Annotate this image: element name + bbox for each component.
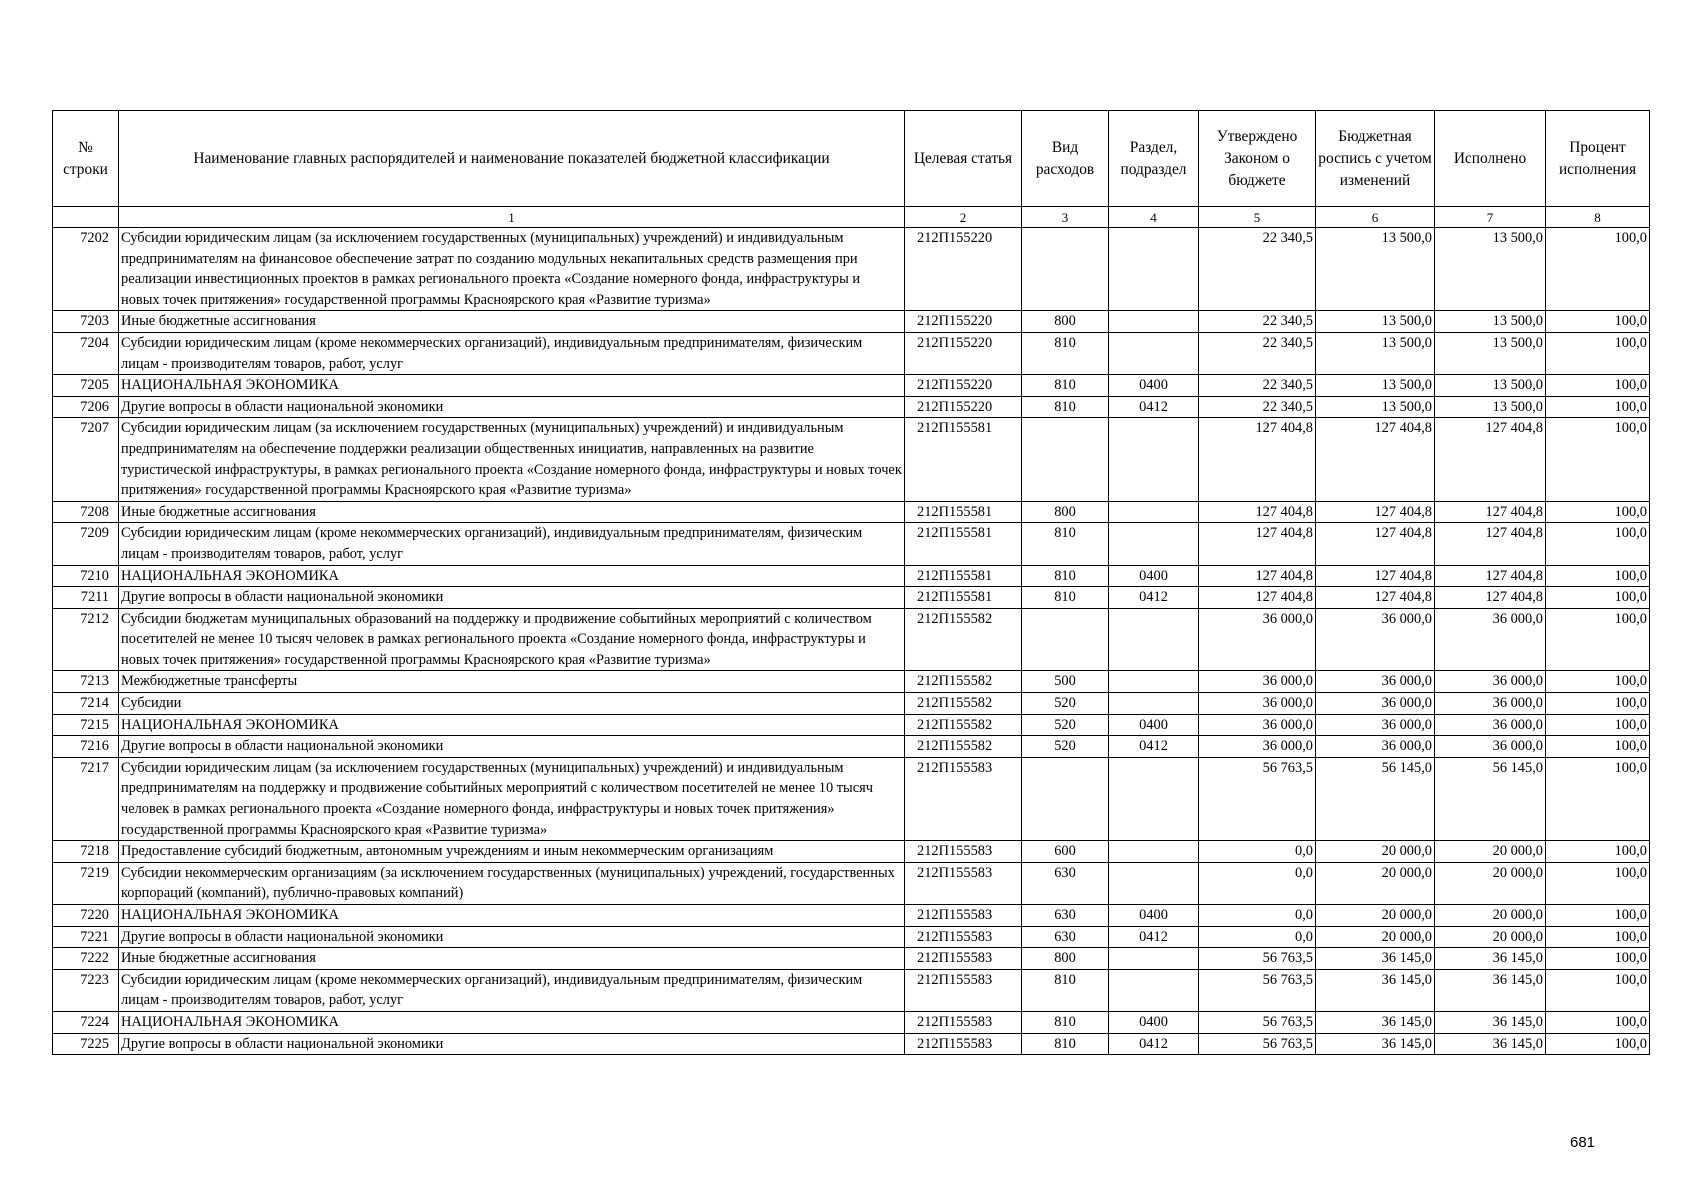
target-article-cell: 212П155581 bbox=[905, 565, 1022, 587]
approved-amount-cell: 22 340,5 bbox=[1199, 311, 1316, 333]
expense-kind-cell: 810 bbox=[1022, 1011, 1109, 1033]
percent-cell: 100,0 bbox=[1546, 608, 1650, 671]
executed-amount-cell: 36 145,0 bbox=[1435, 1011, 1546, 1033]
target-article-cell: 212П155581 bbox=[905, 587, 1022, 609]
column-number: 8 bbox=[1546, 207, 1650, 228]
section-cell: 0412 bbox=[1109, 587, 1199, 609]
row-number-cell: 7206 bbox=[53, 396, 119, 418]
executed-amount-cell: 20 000,0 bbox=[1435, 926, 1546, 948]
approved-amount-cell: 56 763,5 bbox=[1199, 1033, 1316, 1055]
percent-cell: 100,0 bbox=[1546, 969, 1650, 1011]
column-number: 4 bbox=[1109, 207, 1199, 228]
target-article-cell: 212П155220 bbox=[905, 228, 1022, 311]
row-number-cell: 7208 bbox=[53, 501, 119, 523]
executed-amount-cell: 36 145,0 bbox=[1435, 948, 1546, 970]
header-name: Наименование главных распорядителей и наименование показателей бюджетной классификации bbox=[119, 111, 905, 207]
expense-kind-cell: 810 bbox=[1022, 565, 1109, 587]
executed-amount-cell: 36 000,0 bbox=[1435, 736, 1546, 758]
section-cell: 0400 bbox=[1109, 565, 1199, 587]
budget-schedule-cell: 13 500,0 bbox=[1316, 375, 1435, 397]
expense-kind-cell: 810 bbox=[1022, 587, 1109, 609]
budget-schedule-cell: 36 000,0 bbox=[1316, 736, 1435, 758]
table-row bbox=[53, 714, 1650, 736]
approved-amount-cell: 36 000,0 bbox=[1199, 671, 1316, 693]
target-article-cell: 212П155583 bbox=[905, 757, 1022, 840]
row-name-cell: Субсидии некоммерческим организациям (за исключением государственных (муниципальных) учреждений, государственных корпораций (компаний), публично-правовых компаний) bbox=[119, 862, 905, 904]
percent-cell: 100,0 bbox=[1546, 905, 1650, 927]
column-number: 2 bbox=[905, 207, 1022, 228]
header-row bbox=[53, 111, 1650, 207]
approved-amount-cell: 0,0 bbox=[1199, 841, 1316, 863]
section-cell: 0400 bbox=[1109, 905, 1199, 927]
target-article-cell: 212П155583 bbox=[905, 905, 1022, 927]
expense-kind-cell: 810 bbox=[1022, 969, 1109, 1011]
section-cell bbox=[1109, 501, 1199, 523]
row-name-cell: Другие вопросы в области национальной экономики bbox=[119, 926, 905, 948]
row-name-cell: Субсидии юридическим лицам (кроме некоммерческих организаций), индивидуальным предпринимателям, физическим лицам - производителям товаров, работ, услуг bbox=[119, 523, 905, 565]
target-article-cell: 212П155582 bbox=[905, 608, 1022, 671]
section-cell: 0412 bbox=[1109, 926, 1199, 948]
expense-kind-cell: 600 bbox=[1022, 841, 1109, 863]
row-number-cell: 7203 bbox=[53, 311, 119, 333]
row-name-cell: НАЦИОНАЛЬНАЯ ЭКОНОМИКА bbox=[119, 1011, 905, 1033]
header-percent: Процент исполнения bbox=[1546, 111, 1650, 207]
table-row bbox=[53, 587, 1650, 609]
row-name-cell: НАЦИОНАЛЬНАЯ ЭКОНОМИКА bbox=[119, 905, 905, 927]
approved-amount-cell: 22 340,5 bbox=[1199, 332, 1316, 374]
section-cell bbox=[1109, 862, 1199, 904]
expense-kind-cell: 800 bbox=[1022, 311, 1109, 333]
budget-schedule-cell: 36 145,0 bbox=[1316, 948, 1435, 970]
header-executed: Исполнено bbox=[1435, 111, 1546, 207]
row-number-cell: 7218 bbox=[53, 841, 119, 863]
row-name-cell: НАЦИОНАЛЬНАЯ ЭКОНОМИКА bbox=[119, 565, 905, 587]
page-number: 681 bbox=[1570, 1134, 1596, 1151]
row-number-cell: 7211 bbox=[53, 587, 119, 609]
budget-schedule-cell: 13 500,0 bbox=[1316, 311, 1435, 333]
approved-amount-cell: 36 000,0 bbox=[1199, 693, 1316, 715]
section-cell bbox=[1109, 948, 1199, 970]
target-article-cell: 212П155220 bbox=[905, 332, 1022, 374]
executed-amount-cell: 13 500,0 bbox=[1435, 396, 1546, 418]
section-cell: 0400 bbox=[1109, 714, 1199, 736]
executed-amount-cell: 13 500,0 bbox=[1435, 375, 1546, 397]
budget-schedule-cell: 20 000,0 bbox=[1316, 926, 1435, 948]
table-row bbox=[53, 926, 1650, 948]
approved-amount-cell: 0,0 bbox=[1199, 905, 1316, 927]
expense-kind-cell: 800 bbox=[1022, 501, 1109, 523]
column-number: 1 bbox=[119, 207, 905, 228]
budget-schedule-cell: 36 145,0 bbox=[1316, 1011, 1435, 1033]
row-name-cell: Предоставление субсидий бюджетным, автономным учреждениям и иным некоммерческим организациям bbox=[119, 841, 905, 863]
section-cell bbox=[1109, 608, 1199, 671]
executed-amount-cell: 20 000,0 bbox=[1435, 862, 1546, 904]
expense-kind-cell: 630 bbox=[1022, 862, 1109, 904]
expense-kind-cell bbox=[1022, 418, 1109, 501]
target-article-cell: 212П155220 bbox=[905, 311, 1022, 333]
budget-schedule-cell: 127 404,8 bbox=[1316, 418, 1435, 501]
target-article-cell: 212П155582 bbox=[905, 693, 1022, 715]
table-row bbox=[53, 671, 1650, 693]
section-cell bbox=[1109, 757, 1199, 840]
executed-amount-cell: 13 500,0 bbox=[1435, 332, 1546, 374]
table-row bbox=[53, 396, 1650, 418]
row-name-cell: Субсидии юридическим лицам (за исключением государственных (муниципальных) учреждений) и индивидуальным предпринимателям на финансовое обеспечение затрат по созданию модульных некапитальных средств размещения при реализации инвестиционных проектов в рамках регионального проекта «Создание номерного фонда, инфраструктуры и новых точек притяжения» государственной программы Красноярского края «Развитие туризма» bbox=[119, 228, 905, 311]
target-article-cell: 212П155583 bbox=[905, 948, 1022, 970]
column-number-row bbox=[53, 207, 1650, 228]
row-name-cell: НАЦИОНАЛЬНАЯ ЭКОНОМИКА bbox=[119, 375, 905, 397]
budget-schedule-cell: 13 500,0 bbox=[1316, 332, 1435, 374]
header-row-number: № строки bbox=[53, 111, 119, 207]
row-number-cell: 7222 bbox=[53, 948, 119, 970]
row-number-cell: 7212 bbox=[53, 608, 119, 671]
approved-amount-cell: 127 404,8 bbox=[1199, 587, 1316, 609]
expense-kind-cell bbox=[1022, 228, 1109, 311]
approved-amount-cell: 56 763,5 bbox=[1199, 948, 1316, 970]
expense-kind-cell: 520 bbox=[1022, 693, 1109, 715]
executed-amount-cell: 36 000,0 bbox=[1435, 671, 1546, 693]
header-section: Раздел, подраздел bbox=[1109, 111, 1199, 207]
section-cell: 0400 bbox=[1109, 375, 1199, 397]
table-body bbox=[53, 228, 1650, 1055]
approved-amount-cell: 22 340,5 bbox=[1199, 228, 1316, 311]
table-row bbox=[53, 228, 1650, 311]
budget-schedule-cell: 36 000,0 bbox=[1316, 671, 1435, 693]
row-number-cell: 7219 bbox=[53, 862, 119, 904]
row-name-cell: Субсидии юридическим лицам (за исключением государственных (муниципальных) учреждений) и индивидуальным предпринимателям на обеспечение поддержки реализации общественных инициатив, направленных на развитие туристической инфраструктуры, в рамках регионального проекта «Создание номерного фонда, инфраструктуры и новых точек притяжения» государственной программы Красноярского края «Развитие туризма» bbox=[119, 418, 905, 501]
section-cell: 0412 bbox=[1109, 1033, 1199, 1055]
target-article-cell: 212П155220 bbox=[905, 396, 1022, 418]
approved-amount-cell: 0,0 bbox=[1199, 862, 1316, 904]
budget-schedule-cell: 127 404,8 bbox=[1316, 523, 1435, 565]
executed-amount-cell: 127 404,8 bbox=[1435, 523, 1546, 565]
row-number-cell: 7209 bbox=[53, 523, 119, 565]
row-name-cell: Иные бюджетные ассигнования bbox=[119, 311, 905, 333]
table-row bbox=[53, 948, 1650, 970]
approved-amount-cell: 22 340,5 bbox=[1199, 396, 1316, 418]
table-row bbox=[53, 1011, 1650, 1033]
approved-amount-cell: 127 404,8 bbox=[1199, 501, 1316, 523]
row-number-cell: 7204 bbox=[53, 332, 119, 374]
row-number-cell: 7210 bbox=[53, 565, 119, 587]
section-cell: 0412 bbox=[1109, 396, 1199, 418]
row-number-cell: 7225 bbox=[53, 1033, 119, 1055]
budget-schedule-cell: 20 000,0 bbox=[1316, 905, 1435, 927]
executed-amount-cell: 20 000,0 bbox=[1435, 841, 1546, 863]
budget-table bbox=[52, 110, 1650, 1055]
budget-schedule-cell: 20 000,0 bbox=[1316, 841, 1435, 863]
row-number-cell: 7205 bbox=[53, 375, 119, 397]
row-number-cell: 7224 bbox=[53, 1011, 119, 1033]
approved-amount-cell: 127 404,8 bbox=[1199, 565, 1316, 587]
row-number-cell: 7207 bbox=[53, 418, 119, 501]
target-article-cell: 212П155581 bbox=[905, 418, 1022, 501]
section-cell: 0400 bbox=[1109, 1011, 1199, 1033]
budget-schedule-cell: 20 000,0 bbox=[1316, 862, 1435, 904]
executed-amount-cell: 13 500,0 bbox=[1435, 228, 1546, 311]
row-name-cell: Субсидии юридическим лицам (кроме некоммерческих организаций), индивидуальным предпринимателям, физическим лицам - производителям товаров, работ, услуг bbox=[119, 969, 905, 1011]
percent-cell: 100,0 bbox=[1546, 418, 1650, 501]
approved-amount-cell: 36 000,0 bbox=[1199, 608, 1316, 671]
budget-schedule-cell: 127 404,8 bbox=[1316, 501, 1435, 523]
approved-amount-cell: 36 000,0 bbox=[1199, 714, 1316, 736]
row-number-cell: 7221 bbox=[53, 926, 119, 948]
expense-kind-cell: 630 bbox=[1022, 926, 1109, 948]
percent-cell: 100,0 bbox=[1546, 671, 1650, 693]
row-number-cell: 7214 bbox=[53, 693, 119, 715]
percent-cell: 100,0 bbox=[1546, 862, 1650, 904]
percent-cell: 100,0 bbox=[1546, 693, 1650, 715]
percent-cell: 100,0 bbox=[1546, 228, 1650, 311]
approved-amount-cell: 127 404,8 bbox=[1199, 418, 1316, 501]
target-article-cell: 212П155581 bbox=[905, 501, 1022, 523]
executed-amount-cell: 127 404,8 bbox=[1435, 565, 1546, 587]
section-cell bbox=[1109, 228, 1199, 311]
row-name-cell: Другие вопросы в области национальной экономики bbox=[119, 587, 905, 609]
percent-cell: 100,0 bbox=[1546, 396, 1650, 418]
table-row bbox=[53, 862, 1650, 904]
table-row bbox=[53, 332, 1650, 374]
budget-schedule-cell: 127 404,8 bbox=[1316, 587, 1435, 609]
percent-cell: 100,0 bbox=[1546, 1011, 1650, 1033]
percent-cell: 100,0 bbox=[1546, 926, 1650, 948]
target-article-cell: 212П155583 bbox=[905, 1033, 1022, 1055]
budget-schedule-cell: 13 500,0 bbox=[1316, 396, 1435, 418]
approved-amount-cell: 0,0 bbox=[1199, 926, 1316, 948]
percent-cell: 100,0 bbox=[1546, 501, 1650, 523]
percent-cell: 100,0 bbox=[1546, 523, 1650, 565]
expense-kind-cell: 800 bbox=[1022, 948, 1109, 970]
section-cell bbox=[1109, 693, 1199, 715]
percent-cell: 100,0 bbox=[1546, 587, 1650, 609]
section-cell bbox=[1109, 841, 1199, 863]
executed-amount-cell: 127 404,8 bbox=[1435, 418, 1546, 501]
row-number-cell: 7215 bbox=[53, 714, 119, 736]
row-name-cell: Другие вопросы в области национальной экономики bbox=[119, 736, 905, 758]
target-article-cell: 212П155583 bbox=[905, 1011, 1022, 1033]
expense-kind-cell: 810 bbox=[1022, 396, 1109, 418]
table-row bbox=[53, 1033, 1650, 1055]
section-cell bbox=[1109, 311, 1199, 333]
expense-kind-cell bbox=[1022, 608, 1109, 671]
row-name-cell: Другие вопросы в области национальной экономики bbox=[119, 396, 905, 418]
approved-amount-cell: 56 763,5 bbox=[1199, 1011, 1316, 1033]
approved-amount-cell: 22 340,5 bbox=[1199, 375, 1316, 397]
budget-schedule-cell: 36 145,0 bbox=[1316, 1033, 1435, 1055]
percent-cell: 100,0 bbox=[1546, 757, 1650, 840]
executed-amount-cell: 20 000,0 bbox=[1435, 905, 1546, 927]
target-article-cell: 212П155583 bbox=[905, 926, 1022, 948]
approved-amount-cell: 36 000,0 bbox=[1199, 736, 1316, 758]
header-budget-schedule: Бюджетная роспись с учетом изменений bbox=[1316, 111, 1435, 207]
target-article-cell: 212П155220 bbox=[905, 375, 1022, 397]
column-number: 7 bbox=[1435, 207, 1546, 228]
percent-cell: 100,0 bbox=[1546, 948, 1650, 970]
column-number: 5 bbox=[1199, 207, 1316, 228]
percent-cell: 100,0 bbox=[1546, 311, 1650, 333]
percent-cell: 100,0 bbox=[1546, 736, 1650, 758]
expense-kind-cell bbox=[1022, 757, 1109, 840]
header-target-article: Целевая статья bbox=[905, 111, 1022, 207]
expense-kind-cell: 810 bbox=[1022, 1033, 1109, 1055]
section-cell bbox=[1109, 418, 1199, 501]
percent-cell: 100,0 bbox=[1546, 332, 1650, 374]
section-cell bbox=[1109, 332, 1199, 374]
table-row bbox=[53, 608, 1650, 671]
approved-amount-cell: 56 763,5 bbox=[1199, 757, 1316, 840]
row-number-cell: 7220 bbox=[53, 905, 119, 927]
expense-kind-cell: 810 bbox=[1022, 523, 1109, 565]
row-name-cell: Иные бюджетные ассигнования bbox=[119, 501, 905, 523]
row-number-cell: 7216 bbox=[53, 736, 119, 758]
table-row bbox=[53, 736, 1650, 758]
table-row bbox=[53, 311, 1650, 333]
row-name-cell: НАЦИОНАЛЬНАЯ ЭКОНОМИКА bbox=[119, 714, 905, 736]
table-row bbox=[53, 375, 1650, 397]
column-number bbox=[53, 207, 119, 228]
executed-amount-cell: 36 000,0 bbox=[1435, 693, 1546, 715]
expense-kind-cell: 520 bbox=[1022, 714, 1109, 736]
row-name-cell: Субсидии бюджетам муниципальных образований на поддержку и продвижение событийных мероприятий с количеством посетителей не менее 10 тысяч человек в рамках регионального проекта «Создание номерного фонда, инфраструктуры и новых точек притяжения» государственной программы Красноярского края «Развитие туризма» bbox=[119, 608, 905, 671]
target-article-cell: 212П155582 bbox=[905, 714, 1022, 736]
budget-schedule-cell: 36 000,0 bbox=[1316, 693, 1435, 715]
header-expense-kind: Вид расходов bbox=[1022, 111, 1109, 207]
executed-amount-cell: 36 145,0 bbox=[1435, 1033, 1546, 1055]
row-number-cell: 7223 bbox=[53, 969, 119, 1011]
table-row bbox=[53, 523, 1650, 565]
target-article-cell: 212П155582 bbox=[905, 671, 1022, 693]
section-cell bbox=[1109, 671, 1199, 693]
row-name-cell: Субсидии bbox=[119, 693, 905, 715]
table-row bbox=[53, 693, 1650, 715]
header-approved: Утверждено Законом о бюджете bbox=[1199, 111, 1316, 207]
budget-schedule-cell: 36 000,0 bbox=[1316, 608, 1435, 671]
executed-amount-cell: 56 145,0 bbox=[1435, 757, 1546, 840]
approved-amount-cell: 56 763,5 bbox=[1199, 969, 1316, 1011]
target-article-cell: 212П155583 bbox=[905, 841, 1022, 863]
table-row bbox=[53, 418, 1650, 501]
row-name-cell: Субсидии юридическим лицам (кроме некоммерческих организаций), индивидуальным предпринимателям, физическим лицам - производителям товаров, работ, услуг bbox=[119, 332, 905, 374]
expense-kind-cell: 520 bbox=[1022, 736, 1109, 758]
row-number-cell: 7217 bbox=[53, 757, 119, 840]
table-row bbox=[53, 757, 1650, 840]
executed-amount-cell: 36 000,0 bbox=[1435, 714, 1546, 736]
budget-schedule-cell: 36 000,0 bbox=[1316, 714, 1435, 736]
percent-cell: 100,0 bbox=[1546, 1033, 1650, 1055]
expense-kind-cell: 500 bbox=[1022, 671, 1109, 693]
executed-amount-cell: 13 500,0 bbox=[1435, 311, 1546, 333]
table-row bbox=[53, 565, 1650, 587]
column-number: 3 bbox=[1022, 207, 1109, 228]
table-row bbox=[53, 969, 1650, 1011]
executed-amount-cell: 36 145,0 bbox=[1435, 969, 1546, 1011]
budget-schedule-cell: 36 145,0 bbox=[1316, 969, 1435, 1011]
target-article-cell: 212П155583 bbox=[905, 862, 1022, 904]
table-row bbox=[53, 501, 1650, 523]
approved-amount-cell: 127 404,8 bbox=[1199, 523, 1316, 565]
percent-cell: 100,0 bbox=[1546, 841, 1650, 863]
percent-cell: 100,0 bbox=[1546, 375, 1650, 397]
row-number-cell: 7202 bbox=[53, 228, 119, 311]
expense-kind-cell: 810 bbox=[1022, 332, 1109, 374]
target-article-cell: 212П155581 bbox=[905, 523, 1022, 565]
table-row bbox=[53, 841, 1650, 863]
executed-amount-cell: 127 404,8 bbox=[1435, 587, 1546, 609]
section-cell bbox=[1109, 523, 1199, 565]
column-number: 6 bbox=[1316, 207, 1435, 228]
row-name-cell: Иные бюджетные ассигнования bbox=[119, 948, 905, 970]
section-cell: 0412 bbox=[1109, 736, 1199, 758]
target-article-cell: 212П155582 bbox=[905, 736, 1022, 758]
section-cell bbox=[1109, 969, 1199, 1011]
budget-schedule-cell: 13 500,0 bbox=[1316, 228, 1435, 311]
row-name-cell: Другие вопросы в области национальной экономики bbox=[119, 1033, 905, 1055]
row-number-cell: 7213 bbox=[53, 671, 119, 693]
budget-schedule-cell: 127 404,8 bbox=[1316, 565, 1435, 587]
expense-kind-cell: 630 bbox=[1022, 905, 1109, 927]
expense-kind-cell: 810 bbox=[1022, 375, 1109, 397]
executed-amount-cell: 36 000,0 bbox=[1435, 608, 1546, 671]
executed-amount-cell: 127 404,8 bbox=[1435, 501, 1546, 523]
percent-cell: 100,0 bbox=[1546, 565, 1650, 587]
percent-cell: 100,0 bbox=[1546, 714, 1650, 736]
budget-schedule-cell: 56 145,0 bbox=[1316, 757, 1435, 840]
target-article-cell: 212П155583 bbox=[905, 969, 1022, 1011]
row-name-cell: Субсидии юридическим лицам (за исключением государственных (муниципальных) учреждений) и индивидуальным предпринимателям на поддержку и продвижение событийных мероприятий с количеством посетителей не менее 10 тысяч человек в рамках регионального проекта «Создание номерного фонда, инфраструктуры и новых точек притяжения» государственной программы Красноярского края «Развитие туризма» bbox=[119, 757, 905, 840]
row-name-cell: Межбюджетные трансферты bbox=[119, 671, 905, 693]
table-row bbox=[53, 905, 1650, 927]
